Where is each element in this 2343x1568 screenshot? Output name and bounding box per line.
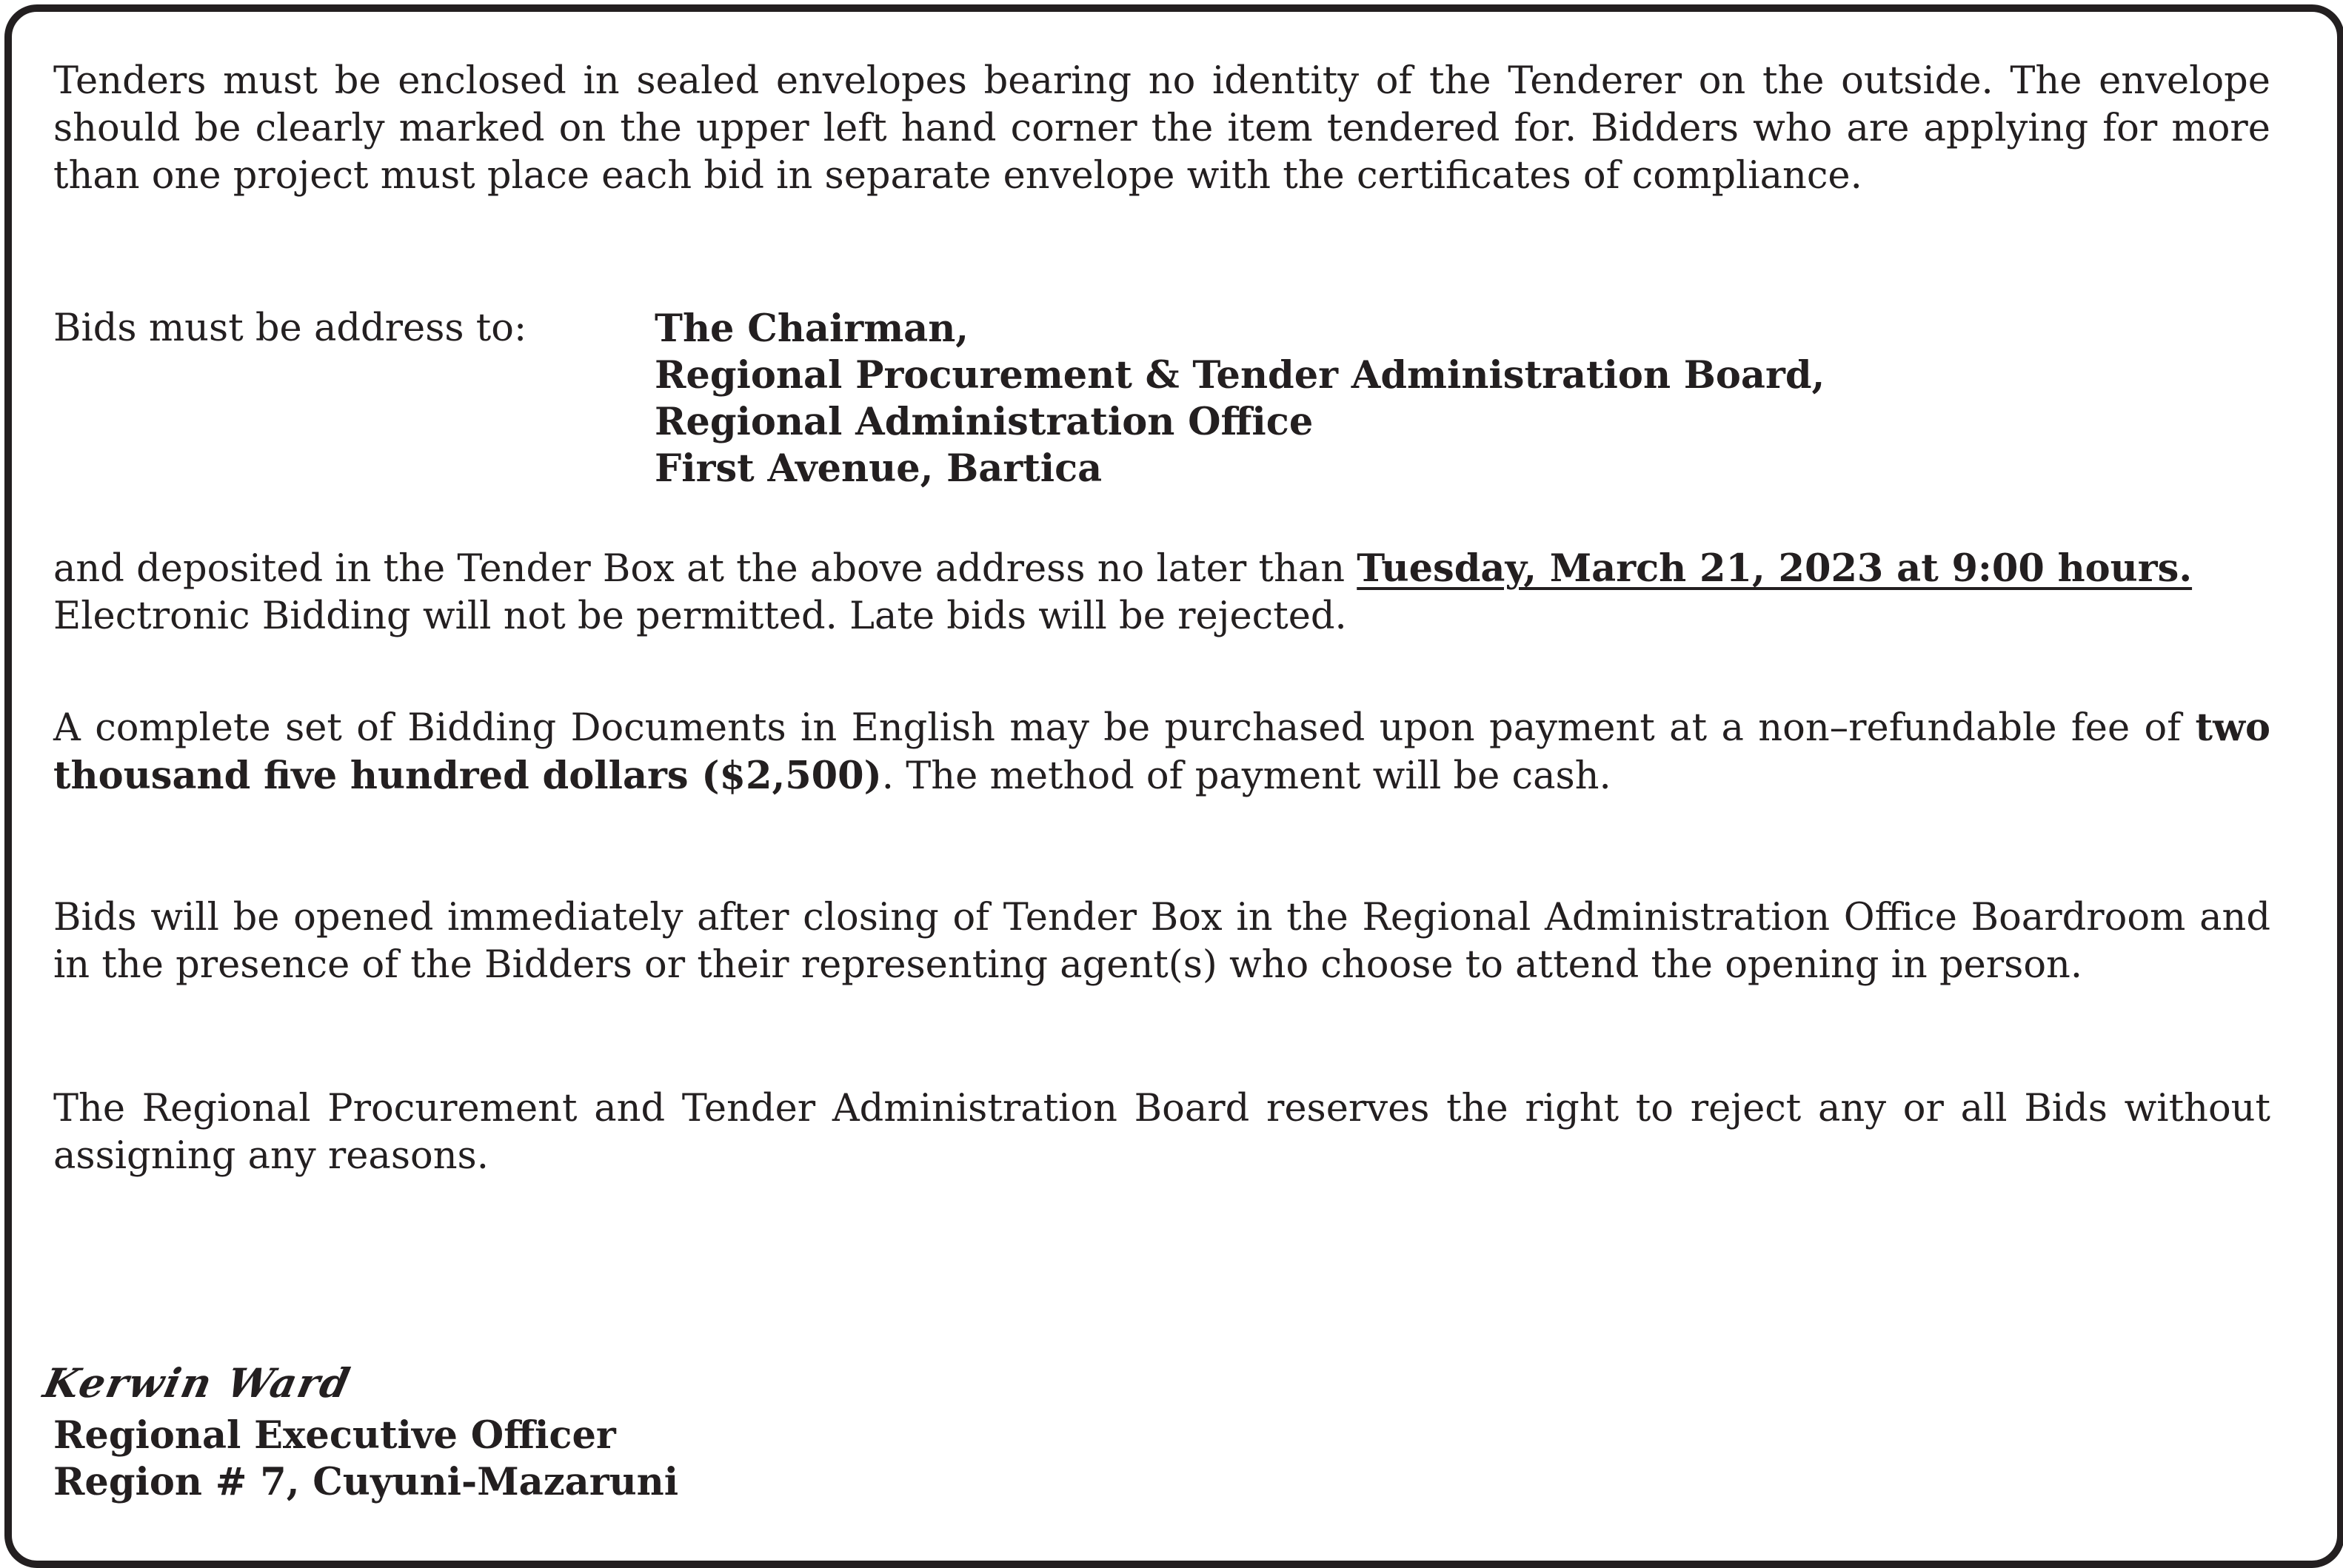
deadline-paragraph	[53, 545, 2270, 640]
deadline-outro-text: Electronic Bidding will not be permitted. Late bids will be rejected.	[53, 594, 1347, 638]
handwritten-signature: Kerwin Ward	[39, 1359, 355, 1407]
bidding-documents-paragraph	[53, 704, 2270, 800]
deadline-date: Tuesday, March 21, 2023 at 9:00 hours.	[1357, 546, 2193, 591]
address-line-street: First Avenue, Bartica	[655, 446, 1103, 491]
fee-intro-text: A complete set of Bidding Documents in English may be purchased upon payment at a non–refundable fee of	[53, 706, 2196, 750]
signatory-title: Regional Executive Officer	[53, 1413, 616, 1458]
address-lead-label: Bids must be address to:	[53, 306, 527, 350]
envelope-instructions-paragraph: Tenders must be enclosed in sealed envelopes bearing no identity of the Tenderer on the outside. The envelope should be clearly marked on the upper left hand corner the item tendered for. Bidders who are applying for more than one project must place each bid in separate envelope with the certificates of compliance.	[53, 59, 2270, 198]
address-line-board: Regional Procurement & Tender Administration Board,	[655, 353, 1825, 398]
fee-amount: two thousand five hundred dollars ($2,500)	[53, 706, 2270, 798]
address-line-office: Regional Administration Office	[655, 400, 1314, 444]
signatory-region: Region # 7, Cuyuni-Mazaruni	[53, 1460, 679, 1504]
bid-opening-paragraph: Bids will be opened immediately after closing of Tender Box in the Regional Administration Office Boardroom and in the presence of the Bidders or their representing agent(s) who choose to attend the opening in person.	[53, 896, 2270, 987]
address-lines	[655, 305, 1825, 492]
fee-outro-text: . The method of payment will be cash.	[881, 754, 1611, 798]
rights-reserved-paragraph: The Regional Procurement and Tender Administration Board reserves the right to reject any or all Bids without assigning any reasons.	[53, 1087, 2270, 1178]
address-line-addressee: The Chairman,	[655, 306, 969, 351]
deadline-intro-text: and deposited in the Tender Box at the above address no later than	[53, 547, 1357, 591]
signatory-block	[53, 1413, 678, 1506]
